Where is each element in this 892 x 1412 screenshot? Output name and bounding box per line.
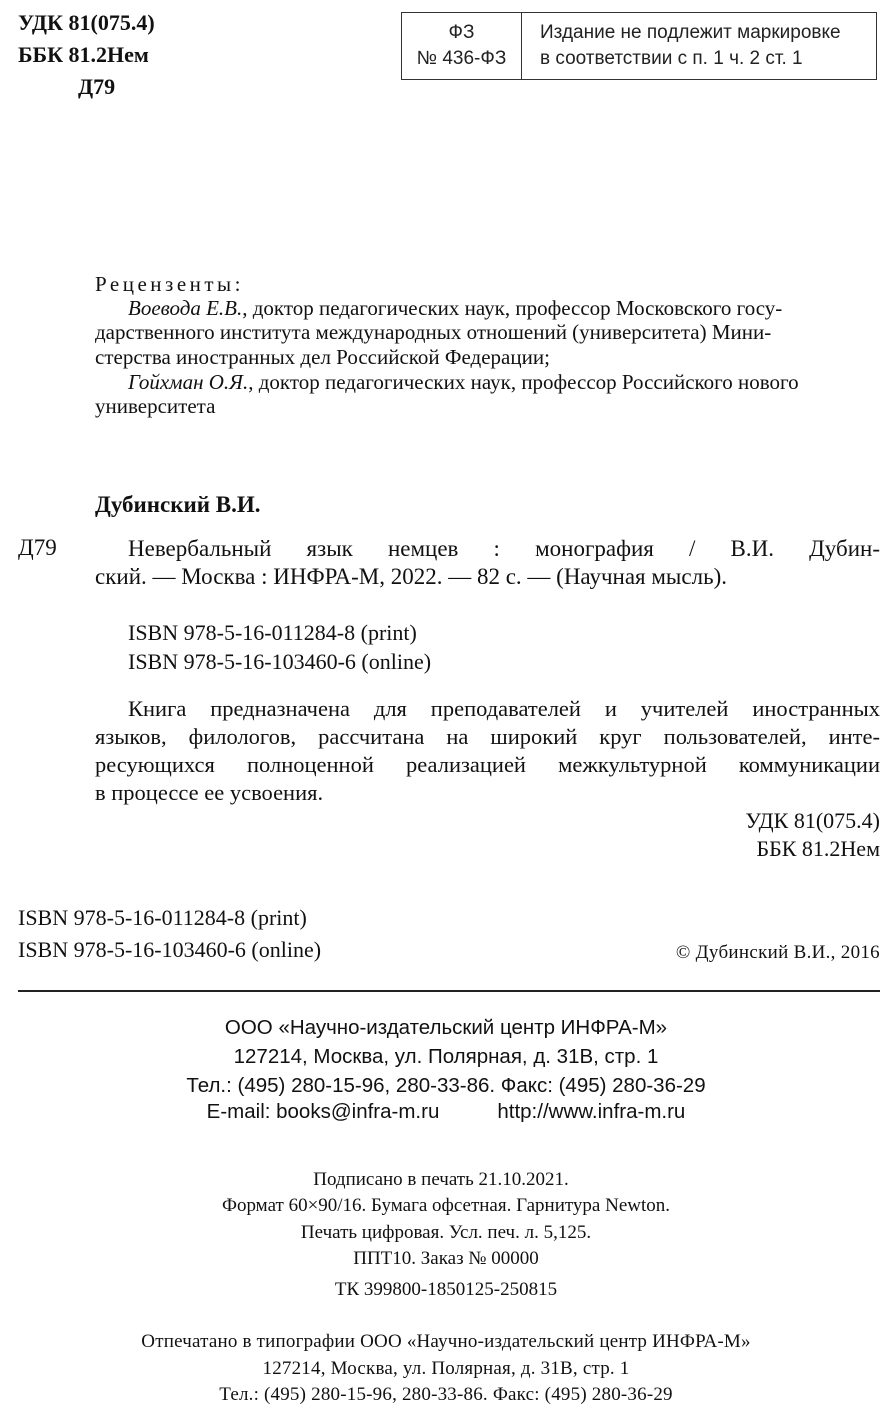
annotation-line1: Книга предназначена для преподавателей и учителей иностранных [128, 696, 880, 721]
annotation-line3: ресующихся полноценной реализацией межкультурной коммуникации [95, 752, 880, 777]
author-name: Дубинский В.И. [95, 492, 261, 517]
marking-law-label: ФЗ [448, 22, 475, 43]
horizontal-rule [18, 990, 880, 992]
publisher-email: E-mail: books@infra-m.ru [206, 1100, 440, 1123]
reviewer-2-line1 [128, 370, 799, 395]
print-format: Формат 60×90/16. Бумага офсетная. Гарнитура Newton. [221, 1195, 671, 1216]
publisher-phones: Тел.: (495) 280-15-96, 280-33-86. Факс: (495) 280-36-29 [186, 1074, 706, 1097]
reviewer-1-line1 [128, 296, 782, 321]
author-code: Д79 [18, 535, 57, 560]
reviewer-1-credentials: , доктор педагогических наук, профессор Московского госу- [242, 296, 783, 320]
footer-isbn-online: ISBN 978-5-16-103460-6 (online) [18, 937, 322, 962]
marking-notice-box [401, 12, 877, 80]
print-tk-code: ТК 399800-1850125-250815 [334, 1279, 558, 1300]
author-code-header: Д79 [78, 74, 116, 99]
marking-law-number: № 436-ФЗ [416, 48, 507, 69]
publisher-contacts [0, 1099, 892, 1124]
printer-phones: Тел.: (495) 280-15-96, 280-33-86. Факс: (495) 280-36-29 [219, 1384, 673, 1405]
publisher-url: http://www.infra-m.ru [497, 1100, 686, 1123]
printer-name: Отпечатано в типографии ООО «Научно-издательский центр ИНФРА-М» [141, 1331, 751, 1352]
reviewer-2-credentials: , доктор педагогических наук, профессор Российского нового [248, 370, 799, 394]
print-type: Печать цифровая. Усл. печ. л. 5,125. [300, 1222, 592, 1243]
bbk-header: ББК 81.2Нем [18, 42, 149, 67]
bibliographic-line2: ский. — Москва : ИНФРА-М, 2022. — 82 с. — (Научная мысль). [95, 564, 727, 589]
marking-notice-line2: в соответствии с п. 1 ч. 2 ст. 1 [540, 48, 803, 69]
annotation-line2: языков, филологов, рассчитана на широкий круг пользователей, инте- [95, 724, 880, 749]
isbn-online: ISBN 978-5-16-103460-6 (online) [128, 649, 432, 674]
reviewer-1-name: Воевода Е.В. [128, 296, 243, 320]
publisher-address: 127214, Москва, ул. Полярная, д. 31В, стр. 1 [233, 1045, 659, 1068]
isbn-print: ISBN 978-5-16-011284-8 (print) [128, 620, 417, 645]
reviewers-title: Рецензенты: [95, 272, 244, 296]
print-order: ППТ10. Заказ № 00000 [353, 1248, 539, 1269]
marking-box-divider [521, 13, 522, 79]
printer-address: 127214, Москва, ул. Полярная, д. 31В, стр. 1 [262, 1358, 630, 1379]
bbk-footer: ББК 81.2Нем [756, 836, 880, 861]
udk-footer: УДК 81(075.4) [745, 808, 880, 833]
udk-header: УДК 81(075.4) [18, 10, 155, 35]
reviewer-2-line2: университета [95, 394, 216, 418]
publisher-name: ООО «Научно-издательский центр ИНФРА-М» [224, 1016, 668, 1039]
reviewer-2-name: Гойхман О.Я. [128, 370, 249, 394]
footer-isbn-print: ISBN 978-5-16-011284-8 (print) [18, 905, 307, 930]
reviewer-1-line3: стерства иностранных дел Российской Федерации; [95, 345, 550, 369]
reviewer-1-line2: дарственного института международных отношений (университета) Мини- [95, 320, 772, 344]
copyright-notice: © Дубинский В.И., 2016 [675, 942, 880, 963]
bibliographic-line1: Невербальный язык немцев : монография / В.И. Дубин- [128, 536, 880, 561]
marking-notice-line1: Издание не подлежит маркировке [540, 22, 841, 43]
print-signed-date: Подписано в печать 21.10.2021. [313, 1169, 569, 1190]
annotation-line4: в процессе ее усвоения. [95, 780, 324, 805]
